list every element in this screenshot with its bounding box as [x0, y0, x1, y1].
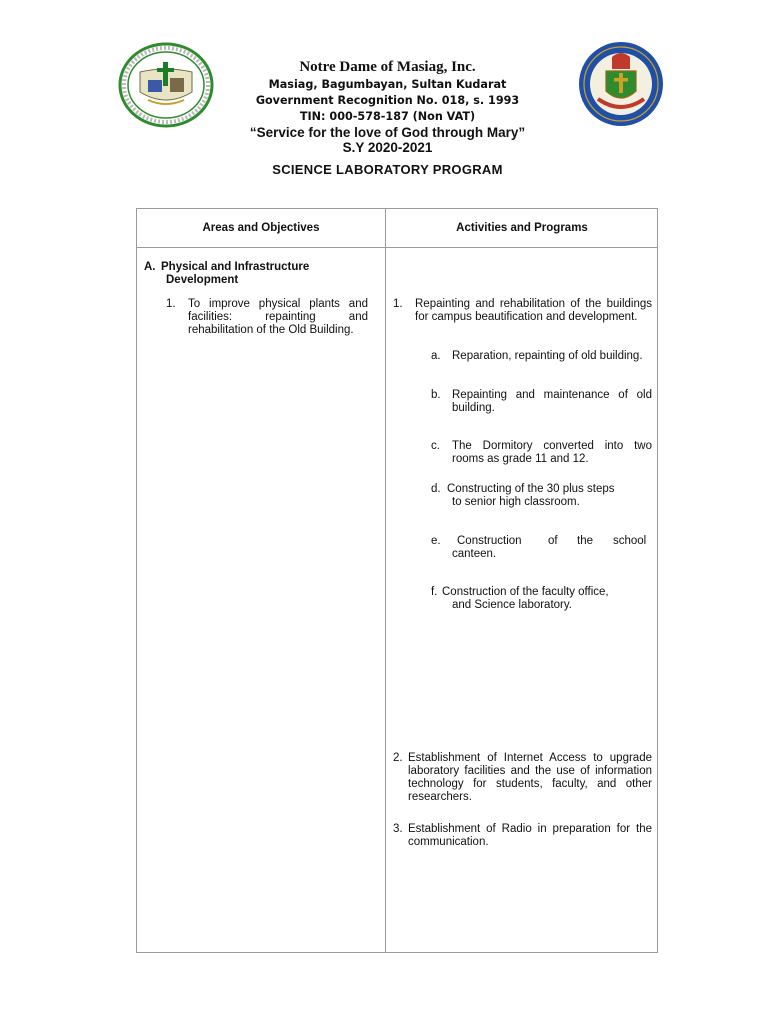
tin-number: TIN: 000-578-187 (Non VAT) [299, 110, 476, 123]
government-recognition: Government Recognition No. 018, s. 1993 [255, 94, 520, 107]
subitem-text-d-line1: Constructing of the 30 plus steps [447, 483, 615, 495]
section-title-line2: Development [166, 274, 239, 286]
activity-number-1: 1. [393, 298, 403, 310]
objective-number: 1. [166, 298, 176, 310]
subitem-text-e-word2: of [548, 535, 558, 547]
activity-text-1: Repainting and rehabilitation of the buildings for campus beautification and development. [415, 298, 652, 323]
column-header-activities: Activities and Programs [456, 222, 588, 234]
subitem-text-a: Reparation, repainting of old building. [452, 350, 643, 362]
header-divider [137, 247, 657, 248]
activity-number-2: 2. [393, 752, 403, 764]
school-name: Notre Dame of Masiag, Inc. [299, 59, 476, 75]
archdiocese-seal-icon [576, 41, 666, 127]
activity-text-2: Establishment of Internet Access to upgrade laboratory facilities and the use of information technology for students, faculty, and other researchers. [408, 752, 652, 803]
subitem-marker-a: a. [431, 350, 441, 362]
subitem-text-c: The Dormitory converted into two rooms as grade 11 and 12. [452, 440, 652, 465]
program-table [136, 208, 658, 953]
subitem-marker-c: c. [431, 440, 440, 452]
program-title: SCIENCE LABORATORY PROGRAM [272, 162, 503, 177]
subitem-text-b: Repainting and maintenance of old building. [452, 389, 652, 414]
subitem-text-f-line1: Construction of the faculty office, [442, 586, 609, 598]
subitem-marker-b: b. [431, 389, 441, 401]
subitem-text-f-line2: and Science laboratory. [452, 599, 572, 611]
objective-text: To improve physical plants and facilities: repainting and rehabilitation of the Old Building. [188, 298, 368, 336]
activity-text-3: Establishment of Radio in preparation for the communication. [408, 823, 652, 848]
school-address: Masiag, Bagumbayan, Sultan Kudarat [268, 78, 507, 91]
subitem-text-d-line2: to senior high classroom. [452, 496, 580, 508]
subitem-text-e-word4: school [613, 535, 647, 547]
subitem-text-e-word3: the [577, 535, 593, 547]
letterhead [200, 58, 575, 156]
column-header-areas: Areas and Objectives [202, 222, 320, 234]
section-marker: A. [144, 261, 156, 273]
subitem-marker-e: e. [431, 535, 441, 547]
school-year: S.Y 2020-2021 [342, 140, 433, 155]
subitem-marker-f: f. [431, 586, 438, 598]
subitem-marker-d: d. [431, 483, 441, 495]
column-divider [385, 209, 386, 952]
section-title-line1: Physical and Infrastructure [161, 261, 310, 273]
subitem-text-e-line2: canteen. [452, 548, 497, 560]
activity-number-3: 3. [393, 823, 403, 835]
school-motto: “Service for the love of God through Mary” [249, 125, 526, 140]
subitem-text-e-word1: Construction [457, 535, 522, 547]
